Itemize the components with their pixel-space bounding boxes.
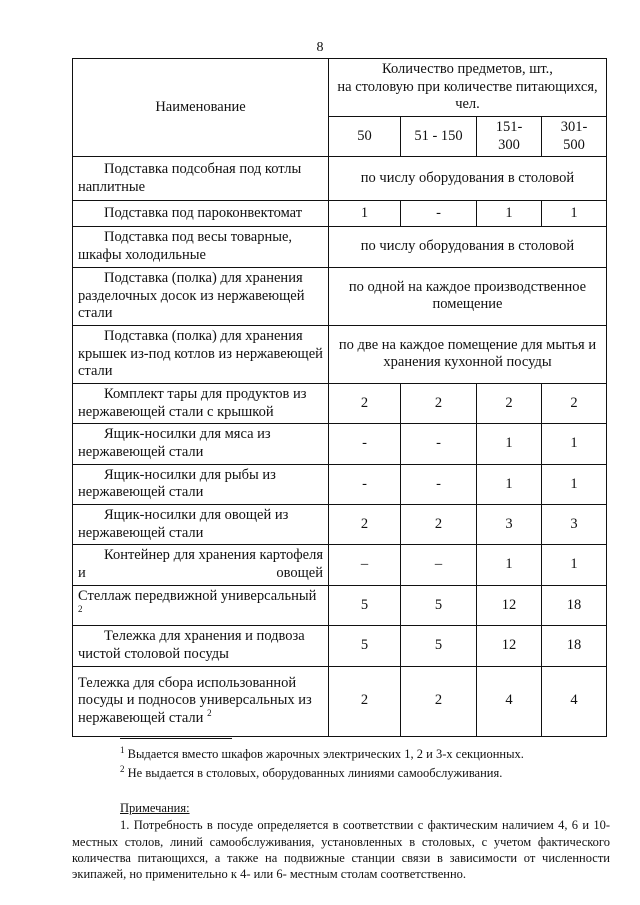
cell-value: 3 [542, 505, 607, 545]
header-col-51-150: 51 - 150 [401, 117, 477, 157]
footnote-2 [120, 765, 600, 782]
row-name [73, 505, 329, 545]
table-row [73, 666, 607, 736]
table-row [73, 464, 607, 504]
merged-value: по две на каждое помещение для мытья и хранения кухонной посуды [329, 325, 607, 383]
header-col-151-300: 151- 300 [477, 117, 542, 157]
table-row [73, 201, 607, 227]
cell-value: 1 [542, 464, 607, 504]
table-row [73, 267, 607, 325]
cell-value: 1 [477, 424, 542, 464]
cell-value: 12 [477, 585, 542, 625]
merged-value: по числу оборудования в столовой [329, 227, 607, 267]
row-name [73, 424, 329, 464]
footnote-rule [120, 738, 232, 739]
notes-section [72, 800, 610, 882]
cell-value: 2 [401, 505, 477, 545]
row-name-text: Ящик-носилки для мяса из нержавеющей стали [78, 426, 271, 460]
merged-value: по числу оборудования в столовой [329, 157, 607, 201]
notes-title: Примечания: [120, 801, 190, 815]
row-name-text: Стеллаж передвижной универсальный [78, 587, 317, 604]
row-name-text: Тележка для хранения и подвоза чистой столовой посуды [78, 628, 305, 662]
table-row [73, 505, 607, 545]
footnote-ref: 2 [207, 708, 212, 719]
cell-value: 2 [329, 383, 401, 423]
row-name-text: Ящик-носилки для овощей из нержавеющей стали [78, 507, 289, 541]
footnotes [120, 746, 600, 784]
cell-value: 2 [401, 666, 477, 736]
cell-value: 4 [477, 666, 542, 736]
header-group-line: чел. [455, 96, 480, 113]
row-name-text: Тележка для сбора использованной посуды и подносов универсальных из нержавеющей стали [78, 674, 312, 726]
row-name [73, 201, 329, 227]
cell-value: 1 [542, 201, 607, 227]
row-name [73, 267, 329, 325]
row-name-text: Ящик-носилки для рыбы из нержавеющей стали [78, 466, 276, 501]
header-quantity-group [329, 59, 607, 117]
table-row [73, 585, 607, 625]
cell-value: 1 [477, 464, 542, 504]
row-name [73, 157, 329, 201]
cell-value: - [329, 464, 401, 504]
table-row [73, 227, 607, 267]
header-col-50: 50 [329, 117, 401, 157]
footnote-text: Не выдается в столовых, оборудованных линиями самообслуживания. [127, 765, 503, 780]
cell-value: 3 [477, 505, 542, 545]
row-name-text: Подставка (полка) для хранения крышек из-под котлов из нержавеющей стали [78, 327, 323, 380]
cell-value: 1 [477, 201, 542, 227]
row-name-text: Комплект тары для продуктов из нержавеющей стали с крышкой [78, 385, 307, 420]
row-name [73, 227, 329, 267]
cell-value: – [329, 545, 401, 585]
cell-value: 2 [542, 383, 607, 423]
cell-value: 12 [477, 626, 542, 666]
table-row [73, 383, 607, 423]
cell-value: - [401, 424, 477, 464]
cell-value: 5 [401, 626, 477, 666]
header-col-301-500: 301- 500 [542, 117, 607, 157]
table-row [73, 626, 607, 666]
header-group-line: на столовую при количестве питающихся, [337, 78, 598, 95]
cell-value: 5 [329, 626, 401, 666]
equipment-table [72, 58, 607, 737]
cell-value: 1 [477, 545, 542, 585]
cell-value: 5 [329, 585, 401, 625]
footnote-mark: 1 [120, 744, 125, 755]
cell-value: - [329, 424, 401, 464]
notes-text: 1. Потребность в посуде определяется в соответствии с фактическим наличием 4, 6 и 10-местных столов, линий самообслуживания, установленных в столовых, с учетом фактического количества питающихся, а также на подвижные станции связи в зависимости от численности экипажей, но применительно к 4- или 6- местным столам соответственно. [72, 818, 610, 881]
table-row [73, 325, 607, 383]
row-name [73, 325, 329, 383]
row-name [73, 464, 329, 504]
page-number: 8 [316, 40, 324, 55]
row-name-text: Подставка подсобная под котлы наплитные [78, 161, 302, 195]
cell-value: 1 [542, 424, 607, 464]
footnote-ref: 2 [78, 603, 83, 614]
cell-value: – [401, 545, 477, 585]
merged-value: по одной на каждое производственное помещение [329, 267, 607, 325]
row-name-text: Подставка (полка) для хранения разделочных досок из нержавеющей стали [78, 269, 305, 322]
row-name-text: Контейнер для хранения картофеля и овощей [78, 547, 323, 582]
row-name [73, 545, 329, 585]
header-name: Наименование [73, 59, 329, 157]
cell-value: 4 [542, 666, 607, 736]
footnote-mark: 2 [120, 763, 125, 774]
table-row [73, 545, 607, 585]
row-name [73, 626, 329, 666]
row-name [73, 666, 329, 736]
cell-value: 2 [329, 666, 401, 736]
cell-value: 2 [329, 505, 401, 545]
row-name [73, 585, 329, 625]
table-row [73, 157, 607, 201]
cell-value: 1 [542, 545, 607, 585]
footnote-1 [120, 746, 600, 763]
cell-value: - [401, 201, 477, 227]
cell-value: 2 [401, 383, 477, 423]
cell-value: 1 [329, 201, 401, 227]
row-name [73, 383, 329, 423]
footnote-text: Выдается вместо шкафов жарочных электрических 1, 2 и 3-х секционных. [127, 747, 524, 761]
cell-value: 18 [542, 585, 607, 625]
row-name-text: Подставка под весы товарные, шкафы холодильные [78, 229, 293, 264]
row-name-text: Подставка под пароконвектомат [104, 205, 303, 222]
table-row [73, 424, 607, 464]
cell-value: 18 [542, 626, 607, 666]
cell-value: 5 [401, 585, 477, 625]
cell-value: 2 [477, 383, 542, 423]
header-group-line: Количество предметов, шт., [382, 61, 553, 77]
cell-value: - [401, 464, 477, 504]
